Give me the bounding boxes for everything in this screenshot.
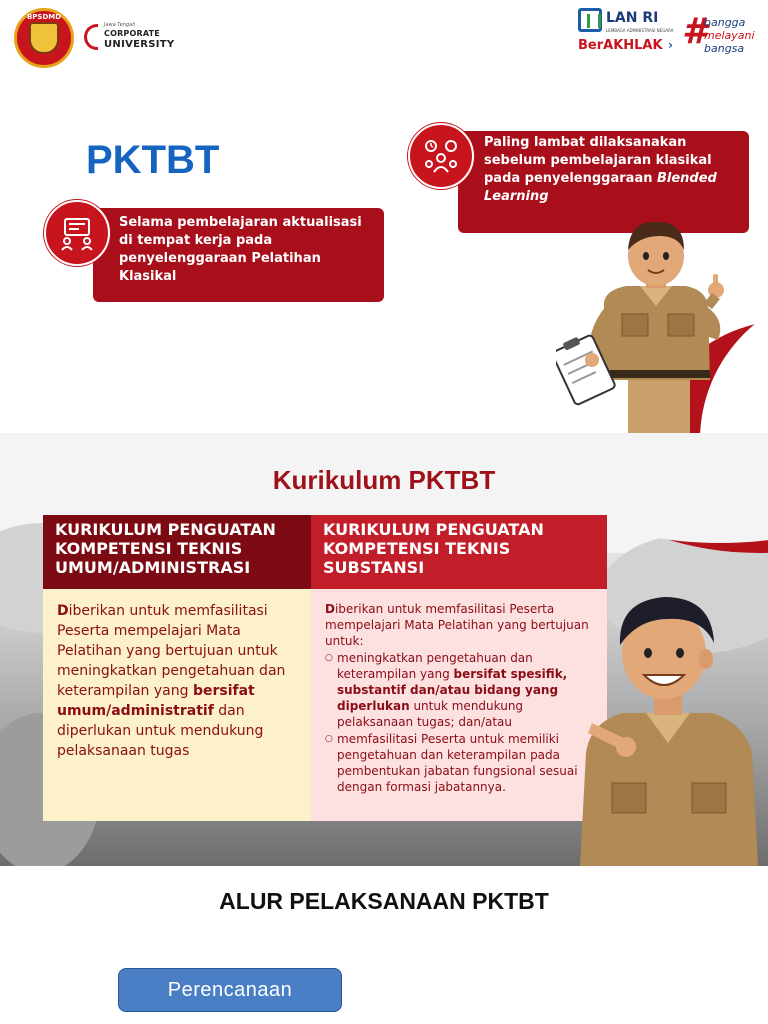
cu-mark-icon [84,24,98,50]
slide-pktbt [0,0,768,433]
bullet-circle-icon: ○ [325,734,333,744]
hashtag-icon: # [682,11,708,52]
lan-ri-logo [578,8,676,58]
drop-letter: D [57,603,69,619]
info-card-classical [93,208,384,302]
bullet-circle-icon: ○ [325,653,333,663]
civil-servant-illustration [556,210,736,433]
page-title: PKTBT [86,138,220,182]
slide-kurikulum [0,433,768,866]
body-text: meningkatkan pengetahuan dan keterampilan yang [337,651,533,681]
slide-alur [0,866,768,1024]
body-text: untuk mendukung pelaksanaan tugas; dan/atau [337,699,524,729]
info-card-blended-text: Paling lambat dilaksanakan sebelum pembelajaran klasikal pada penyelenggaraan [484,135,712,186]
list-item-text [337,650,593,730]
training-icon [44,200,110,266]
body-text: iberikan untuk memfasilitasi Peserta mempelajari Mata Pelatihan yang bertujuan untuk: [325,602,589,648]
intro-paragraph [325,601,593,649]
list-item-text: memfasilitasi Peserta untuk memiliki pengetahuan dan keterampilan pada pembentukan jabatan fungsional sesuai dengan formasi jabatannya. [337,732,578,794]
chevron-right-icon: › [668,38,673,52]
bangga-word-1: bangga [704,16,746,29]
column-header-umum: KURIKULUM PENGUATAN KOMPETENSI TEKNIS UMUM/ADMINISTRASI [43,515,311,589]
lan-ri-text: LAN RI [606,10,659,26]
body-bold: bersifat spesifik, substantif dan/atau bidang yang diperlukan [337,667,568,713]
shield-icon [29,22,59,54]
bangga-word-3: bangsa [704,42,745,55]
perencanaan-button[interactable]: Perencanaan [118,968,342,1012]
bpsdmd-logo-text: BPSDMD [26,13,62,21]
workflow-icon [408,123,474,189]
corporate-university-logo [84,20,174,54]
body-text: iberikan untuk memfasilitasi Peserta mempelajari Mata Pelatihan yang bertujuan untuk meningkatkan pengetahuan dan keterampilan yang [57,603,286,699]
bpsdmd-logo [14,8,74,68]
bangga-melayani-bangsa-logo [682,10,762,60]
section-title: Kurikulum PKTBT [272,465,496,495]
column-body-umum [43,589,311,821]
lan-sub-text: LEMBAGA ADMINISTRASI NEGARA [606,28,674,33]
info-card-classical-text: Selama pembelajaran aktualisasi di tempat kerja pada penyelenggaraan Pelatihan Klasikal [119,215,362,284]
drop-letter: D [325,602,335,616]
body-text: dan diperlukan untuk mendukung pelaksanaan tugas [57,703,264,759]
list-item [325,731,593,795]
section-title: ALUR PELAKSANAAN PKTBT [219,888,549,914]
lan-n-icon [578,8,602,32]
cu-small-text: Jawa Tengah [104,22,136,28]
cu-line2: UNIVERSITY [104,39,175,50]
body-bold: bersifat umum/administratif [57,683,255,719]
column-body-substansi [311,589,607,821]
info-card-blended-emphasis: Blended Learning [484,171,717,204]
civil-servant-pointing-illustration [572,583,768,866]
cu-line1: CORPORATE [104,29,160,38]
list-item [325,650,593,730]
column-header-substansi: KURIKULUM PENGUATAN KOMPETENSI TEKNIS SUBSTANSI [311,515,607,589]
berakhlak-text: BerAKHLAK [578,38,663,53]
bangga-word-2: melayani [704,29,755,42]
